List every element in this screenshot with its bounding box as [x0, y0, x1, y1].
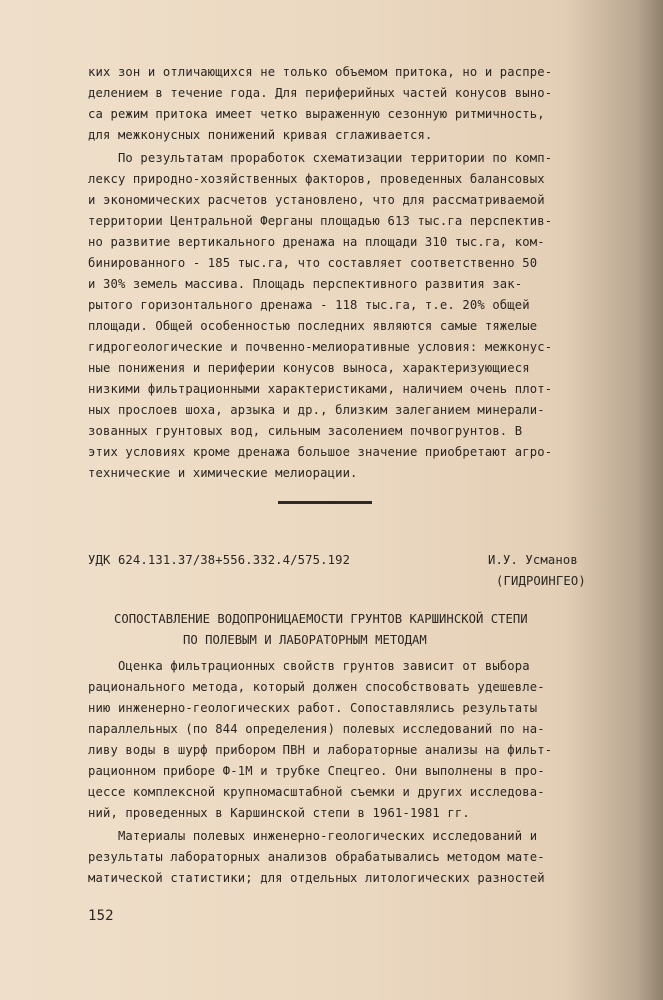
text-line: территории Центральной Ферганы площадью 613 тыс.га перспектив-: [88, 214, 553, 228]
text-line: зованных грунтовых вод, сильным засолением почвогрунтов. В: [88, 424, 523, 438]
text-line: цессе комплексной крупномасштабной съемки и других исследова-: [88, 785, 545, 799]
udk-code: УДК 624.131.37/38+556.332.4/575.192: [88, 553, 351, 567]
text-line: но развитие вертикального дренажа на площади 310 тыс.га, ком-: [88, 235, 545, 249]
page-number: 152: [88, 908, 114, 924]
text-line: и 30% земель массива. Площадь перспективного развития зак-: [88, 277, 523, 291]
text-line: для межконусных понижений кривая сглаживается.: [88, 128, 433, 142]
text-line: технические и химические мелиорации.: [88, 466, 358, 480]
article-title-line-1: СОПОСТАВЛЕНИЕ ВОДОПРОНИЦАЕМОСТИ ГРУНТОВ КАРШИНСКОЙ СТЕПИ: [114, 612, 528, 626]
author-name: И.У. Усманов: [488, 553, 578, 567]
text-line: результаты лабораторных анализов обрабатывались методом мате-: [88, 850, 545, 864]
author-organization: (ГИДРОИНГЕО): [496, 574, 586, 588]
text-line: ные понижения и периферии конусов выноса, характеризующиеся: [88, 361, 530, 375]
text-line: рытого горизонтального дренажа - 118 тыс.га, т.е. 20% общей: [88, 298, 530, 312]
text-line: гидрогеологические и почвенно-мелиоративные условия: межконус-: [88, 340, 553, 354]
text-line: бинированного - 185 тыс.га, что составляет соответственно 50: [88, 256, 538, 270]
text-line: По результатам проработок схематизации территории по комп-: [88, 151, 553, 165]
text-line: ных прослоев шоха, арзыка и др., близким залеганием минерали-: [88, 403, 545, 417]
text-line: нию инженерно-геологических работ. Сопоставлялись результаты: [88, 701, 538, 715]
text-line: Материалы полевых инженерно-геологических исследований и: [88, 829, 538, 843]
section-divider: [278, 501, 372, 504]
text-line: са режим притока имеет четко выраженную сезонную ритмичность,: [88, 107, 545, 121]
text-line: рационального метода, который должен способствовать удешевле-: [88, 680, 545, 694]
text-line: лексу природно-хозяйственных факторов, проведенных балансовых: [88, 172, 545, 186]
text-line: параллельных (по 844 определения) полевых исследований по на-: [88, 722, 545, 736]
text-line: площади. Общей особенностью последних являются самые тяжелые: [88, 319, 538, 333]
text-line: рационном приборе Ф-1М и трубке Спецгео. Они выполнены в про-: [88, 764, 545, 778]
article-title-line-2: ПО ПОЛЕВЫМ И ЛАБОРАТОРНЫМ МЕТОДАМ: [183, 633, 427, 647]
text-line: ливу воды в шурф прибором ПВН и лабораторные анализы на фильт-: [88, 743, 553, 757]
text-line: ких зон и отличающихся не только объемом притока, но и распре-: [88, 65, 553, 79]
text-line: ний, проведенных в Каршинской степи в 1961-1981 гг.: [88, 806, 470, 820]
text-line: низкими фильтрационными характеристиками, наличием очень плот-: [88, 382, 553, 396]
text-line: этих условиях кроме дренажа большое значение приобретают агро-: [88, 445, 553, 459]
text-line: делением в течение года. Для периферийных частей конусов выно-: [88, 86, 553, 100]
text-line: матической статистики; для отдельных литологических разностей: [88, 871, 545, 885]
text-line: и экономических расчетов установлено, что для рассматриваемой: [88, 193, 545, 207]
text-line: Оценка фильтрационных свойств грунтов зависит от выбора: [88, 659, 530, 673]
